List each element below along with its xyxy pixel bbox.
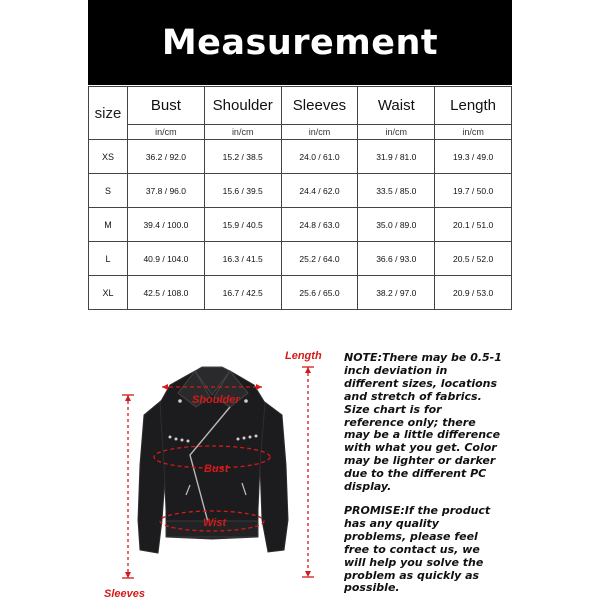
table-cell: 33.5 / 85.0 bbox=[358, 174, 435, 208]
column-header-waist: Waist bbox=[358, 87, 435, 125]
table-cell: 15.2 / 38.5 bbox=[204, 140, 281, 174]
table-cell: 24.8 / 63.0 bbox=[281, 208, 358, 242]
table-row bbox=[89, 140, 512, 174]
table-cell: 15.6 / 39.5 bbox=[204, 174, 281, 208]
table-cell: 31.9 / 81.0 bbox=[358, 140, 435, 174]
table-cell: 24.0 / 61.0 bbox=[281, 140, 358, 174]
size-cell: M bbox=[89, 208, 128, 242]
table-cell: 40.9 / 104.0 bbox=[128, 242, 205, 276]
promise-text: PROMISE:If the product has any quality problems, please feel free to contact us, we will help you solve the problem as quickly as possible. bbox=[344, 504, 491, 595]
table-row bbox=[89, 174, 512, 208]
unit-row bbox=[89, 125, 512, 140]
table-cell: 37.8 / 96.0 bbox=[128, 174, 205, 208]
table-cell: 16.3 / 41.5 bbox=[204, 242, 281, 276]
waist-label: Wist bbox=[203, 517, 227, 529]
table-cell: 35.0 / 89.0 bbox=[358, 208, 435, 242]
jacket-diagram bbox=[100, 345, 340, 600]
size-cell: L bbox=[89, 242, 128, 276]
jacket-illustration bbox=[100, 345, 340, 600]
table-cell: 38.2 / 97.0 bbox=[358, 276, 435, 310]
table-cell: 25.2 / 64.0 bbox=[281, 242, 358, 276]
table-cell: 20.1 / 51.0 bbox=[435, 208, 512, 242]
unit-label: in/cm bbox=[204, 125, 281, 140]
unit-label: in/cm bbox=[128, 125, 205, 140]
size-chart-table bbox=[88, 86, 512, 310]
table-cell: 25.6 / 65.0 bbox=[281, 276, 358, 310]
size-cell: XS bbox=[89, 140, 128, 174]
table-cell: 19.7 / 50.0 bbox=[435, 174, 512, 208]
table-cell: 36.2 / 92.0 bbox=[128, 140, 205, 174]
table-row bbox=[89, 208, 512, 242]
page-title: Measurement bbox=[161, 22, 439, 63]
column-header-bust: Bust bbox=[128, 87, 205, 125]
header-row bbox=[89, 87, 512, 125]
table-cell: 16.7 / 42.5 bbox=[204, 276, 281, 310]
table-row bbox=[89, 242, 512, 276]
size-column-header: size bbox=[89, 87, 128, 140]
table-row bbox=[89, 276, 512, 310]
unit-label: in/cm bbox=[281, 125, 358, 140]
table-cell: 20.9 / 53.0 bbox=[435, 276, 512, 310]
table-cell: 19.3 / 49.0 bbox=[435, 140, 512, 174]
table-cell: 20.5 / 52.0 bbox=[435, 242, 512, 276]
column-header-sleeves: Sleeves bbox=[281, 87, 358, 125]
size-cell: S bbox=[89, 174, 128, 208]
table-cell: 36.6 / 93.0 bbox=[358, 242, 435, 276]
column-header-shoulder: Shoulder bbox=[204, 87, 281, 125]
column-header-length: Length bbox=[435, 87, 512, 125]
table-cell: 39.4 / 100.0 bbox=[128, 208, 205, 242]
unit-label: in/cm bbox=[435, 125, 512, 140]
table-cell: 42.5 / 108.0 bbox=[128, 276, 205, 310]
size-cell: XL bbox=[89, 276, 128, 310]
note-text: NOTE:There may be 0.5-1 inch deviation in different sizes, locations and stretch of fabrics. Size chart is for reference only; there may be a little difference with what you get. Color may be lighter or darker due to the different PC display. bbox=[344, 351, 502, 494]
sleeves-label: Sleeves bbox=[104, 588, 145, 600]
shoulder-label: Shoulder bbox=[192, 394, 240, 406]
length-label: Length bbox=[285, 350, 322, 362]
unit-label: in/cm bbox=[358, 125, 435, 140]
title-banner bbox=[88, 0, 512, 85]
table-cell: 24.4 / 62.0 bbox=[281, 174, 358, 208]
bust-label: Bust bbox=[204, 463, 229, 475]
table-cell: 15.9 / 40.5 bbox=[204, 208, 281, 242]
